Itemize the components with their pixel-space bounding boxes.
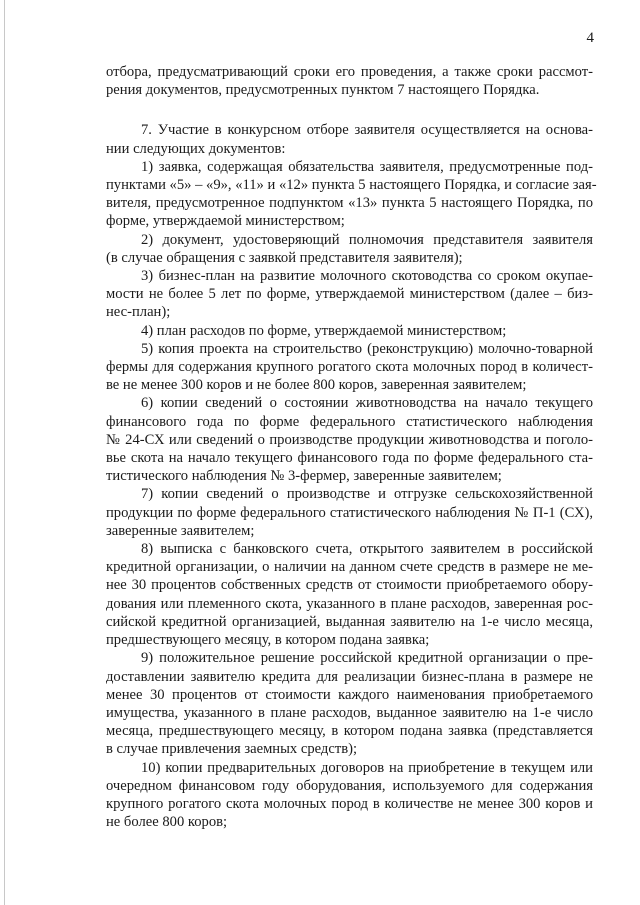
text-line: финансового года по форме федерального статистического наблюдения (106, 413, 593, 430)
text-line: продукции по форме федерального статистического наблюдения № П-1 (СХ), (106, 504, 593, 521)
text-line: 5) копия проекта на строительство (реконструкцию) молочно-товарной (141, 340, 593, 357)
paragraph-p7-7 (106, 485, 593, 540)
text-line: 4) план расходов по форме, утверждаемой министерством; (141, 322, 507, 339)
paragraph-spacer (106, 99, 593, 121)
text-line: 2) документ, удостоверяющий полномочия представителя заявителя (141, 231, 593, 248)
paragraph-intro (106, 63, 593, 99)
text-line: (в случае обращения с заявкой представителя заявителя); (106, 249, 463, 266)
text-line: менее 30 процентов от стоимости каждого наименования приобретаемого (106, 686, 593, 703)
paragraph-p7-8 (106, 540, 593, 649)
text-line: 7) копии сведений о производстве и отгрузке сельскохозяйственной (141, 486, 593, 503)
text-line: фермы для содержания крупного рогатого скота молочных пород в количест- (106, 359, 593, 376)
text-line: вителя, предусмотренное подпунктом «13» пункта 5 настоящего Порядка, по (106, 195, 593, 212)
margin-mark (4, 0, 5, 905)
paragraph-p7-10 (106, 759, 593, 832)
text-line: доставлении заявителю кредита для реализации бизнес-плана в размере не (106, 668, 593, 685)
text-line: 8) выписка с банковского счета, открытого заявителем в российской (141, 541, 593, 558)
paragraph-p7-1 (106, 158, 597, 231)
paragraph-p7-4 (106, 322, 593, 340)
text-line: ве не менее 300 коров и не более 800 коров, заверенная заявителем; (106, 377, 527, 394)
paragraph-p7 (106, 121, 593, 157)
text-line: в случае привлечения заемных средств); (106, 741, 358, 758)
text-line: нее 30 процентов собственных средств от стоимости приобретаемого обору- (106, 577, 593, 594)
paragraph-p7-6 (106, 394, 593, 485)
text-line: форме, утверждаемой министерством; (106, 213, 345, 230)
text-line: нии следующих документов: (106, 140, 286, 157)
text-line: 1) заявка, содержащая обязательства заявителя, предусмотренные под- (141, 158, 593, 175)
text-line: кредитной организации, о наличии на данном счете средств в размере не ме- (106, 559, 593, 576)
text-line: нес-план); (106, 304, 171, 321)
paragraph-p7-5 (106, 340, 593, 395)
text-line: мости не более 5 лет по форме, утверждаемой министерством (далее – биз- (106, 286, 593, 303)
text-line: 3) бизнес-план на развитие молочного скотоводства со сроком окупае- (141, 268, 593, 285)
text-line: 10) копии предварительных договоров на приобретение в текущем или (141, 759, 593, 776)
text-line: сийской кредитной организацией, выданная заявителю на 1-е число месяца, (106, 613, 593, 630)
paragraph-p7-3 (106, 267, 593, 322)
text-line: крупного рогатого скота молочных пород в количестве не менее 300 коров и (106, 795, 593, 812)
paragraph-p7-9 (106, 649, 593, 758)
text-line: не более 800 коров; (106, 814, 228, 831)
text-line: дования или племенного скота, указанного в плане расходов, заверенная рос- (106, 595, 593, 612)
text-line: предшествующего месяцу, в котором подана заявка; (106, 632, 430, 649)
page-number: 4 (586, 30, 594, 46)
text-line: очередном финансовом году оборудования, используемого для содержания (106, 777, 593, 794)
text-line: 7. Участие в конкурсном отборе заявителя осуществляется на основа- (141, 122, 593, 139)
document-body (106, 63, 597, 831)
text-line: тистического наблюдения № 3-фермер, заверенные заявителем; (106, 468, 502, 485)
text-line: месяца, предшествующего месяцу, в котором подана заявка (представляется (106, 723, 593, 740)
text-line: рения документов, предусмотренных пунктом 7 настоящего Порядка. (106, 82, 540, 99)
text-line: 9) положительное решение российской кредитной организации о пре- (141, 650, 593, 667)
text-line: отбора, предусматривающий сроки его проведения, а также сроки рассмот- (106, 64, 593, 80)
text-line: вье скота на начало текущего финансового года по форме федерального ста- (106, 450, 593, 467)
text-line: имущества, указанного в плане расходов, выданное заявителю на 1-е число (106, 704, 593, 721)
paragraph-p7-2 (106, 231, 593, 267)
text-line: пунктами «5» – «9», «11» и «12» пункта 5 настоящего Порядка, и согласие зая- (106, 177, 597, 194)
text-line: № 24-СХ или сведений о производстве продукции животноводства и поголо- (106, 431, 593, 448)
text-line: 6) копии сведений о состоянии животноводства на начало текущего (141, 395, 593, 412)
text-line: заверенные заявителем; (106, 522, 255, 539)
